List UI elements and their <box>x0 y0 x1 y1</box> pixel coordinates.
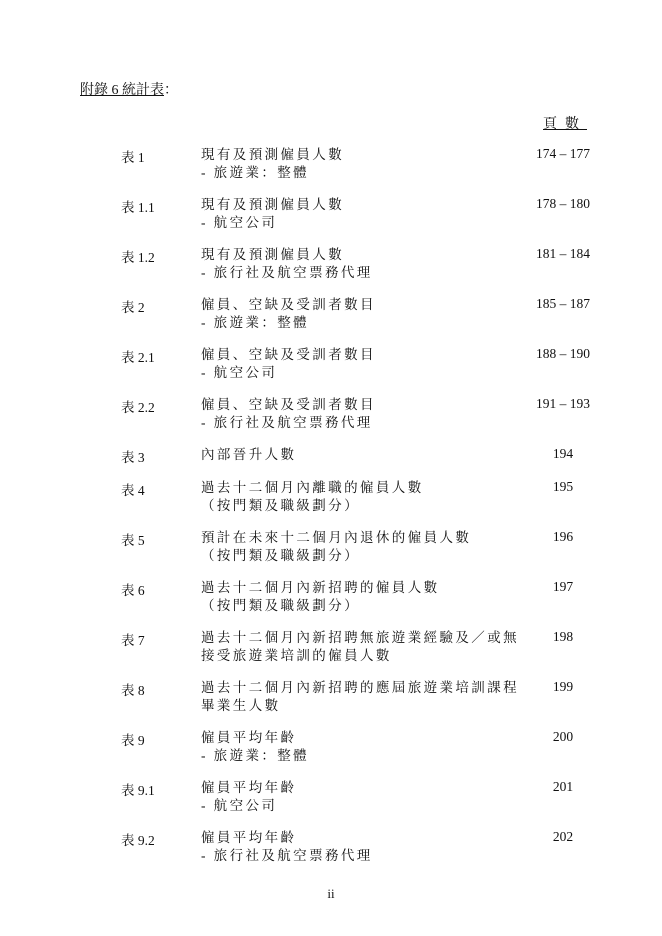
table-label: 表 2.2 <box>121 400 155 415</box>
page-range: 185 – 187 <box>536 296 590 311</box>
page-range: 200 <box>552 729 574 744</box>
table-description <box>201 529 471 565</box>
table-description <box>201 446 296 464</box>
table-label: 表 4 <box>121 483 145 498</box>
description-line: - 航空公司 <box>201 365 278 380</box>
table-label: 表 6 <box>121 583 145 598</box>
description-line: 僱員平均年齡 <box>201 830 297 845</box>
description-line: 僱員、空缺及受訓者數目 <box>201 397 376 412</box>
table-label: 表 8 <box>121 683 145 698</box>
table-description <box>201 679 519 715</box>
page-range: 174 – 177 <box>536 146 590 161</box>
table-description <box>201 729 309 765</box>
table-label: 表 1.1 <box>121 200 155 215</box>
description-line: 僱員、空缺及受訓者數目 <box>201 347 376 362</box>
description-line: - 旅行社及航空票務代理 <box>201 265 373 280</box>
description-line: （按門類及職級劃分） <box>201 598 360 613</box>
table-description <box>201 296 376 332</box>
description-line: 預計在未來十二個月內退休的僱員人數 <box>201 530 472 545</box>
description-line: 現有及預測僱員人數 <box>201 247 345 262</box>
description-line: - 旅行社及航空票務代理 <box>201 415 373 430</box>
description-line: 過去十二個月內新招聘無旅遊業經驗及／或無 <box>201 630 519 645</box>
table-description <box>201 779 296 815</box>
description-line: 僱員平均年齡 <box>201 780 297 795</box>
description-line: 現有及預測僱員人數 <box>201 197 345 212</box>
table-label: 表 5 <box>121 533 145 548</box>
page-range: 181 – 184 <box>536 246 590 261</box>
description-line: 僱員、空缺及受訓者數目 <box>201 297 376 312</box>
page-range: 196 <box>552 529 574 544</box>
page-range: 191 – 193 <box>536 396 590 411</box>
table-description <box>201 396 376 432</box>
table-label: 表 1.2 <box>121 250 155 265</box>
table-description <box>201 196 344 232</box>
table-label: 表 2.1 <box>121 350 155 365</box>
table-label: 表 3 <box>121 450 145 465</box>
table-description <box>201 346 376 382</box>
description-line: 過去十二個月內新招聘的應屆旅遊業培訓課程 <box>201 680 519 695</box>
description-line: 現有及預測僱員人數 <box>201 147 345 162</box>
page-range: 197 <box>552 579 574 594</box>
appendix-heading-text: 附錄 6 統計表 <box>80 83 164 98</box>
page-range: 201 <box>552 779 574 794</box>
page-range: 194 <box>552 446 574 461</box>
table-label: 表 9.1 <box>121 783 155 798</box>
page-range: 178 – 180 <box>536 196 590 211</box>
table-description <box>201 829 373 865</box>
table-description <box>201 479 424 515</box>
description-line: - 航空公司 <box>201 798 278 813</box>
table-label: 表 2 <box>121 300 145 315</box>
description-line: 僱員平均年齡 <box>201 730 297 745</box>
description-line: - 旅遊業：整體 <box>201 165 310 180</box>
description-line: 畢業生人數 <box>201 698 281 713</box>
page-number: ii <box>327 886 335 901</box>
table-label: 表 9 <box>121 733 145 748</box>
description-line: - 旅行社及航空票務代理 <box>201 848 373 863</box>
table-description <box>201 629 519 665</box>
appendix-heading-colon: ： <box>164 83 178 98</box>
page-range: 195 <box>552 479 574 494</box>
page-range: 199 <box>552 679 574 694</box>
page-range: 188 – 190 <box>536 346 590 361</box>
description-line: 內部晉升人數 <box>201 447 297 462</box>
description-line: - 旅遊業：整體 <box>201 315 310 330</box>
table-label: 表 1 <box>121 150 145 165</box>
description-line: （按門類及職級劃分） <box>201 548 360 563</box>
table-description <box>201 146 344 182</box>
page-range: 202 <box>552 829 574 844</box>
description-line: - 航空公司 <box>201 215 278 230</box>
description-line: 過去十二個月內離職的僱員人數 <box>201 480 424 495</box>
pages-column-header: 頁數 <box>543 117 587 132</box>
description-line: - 旅遊業：整體 <box>201 748 310 763</box>
description-line: 接受旅遊業培訓的僱員人數 <box>201 648 392 663</box>
table-label: 表 9.2 <box>121 833 155 848</box>
page-range: 198 <box>552 629 574 644</box>
description-line: （按門類及職級劃分） <box>201 498 360 513</box>
table-label: 表 7 <box>121 633 145 648</box>
table-description <box>201 579 440 615</box>
description-line: 過去十二個月內新招聘的僱員人數 <box>201 580 440 595</box>
table-description <box>201 246 373 282</box>
